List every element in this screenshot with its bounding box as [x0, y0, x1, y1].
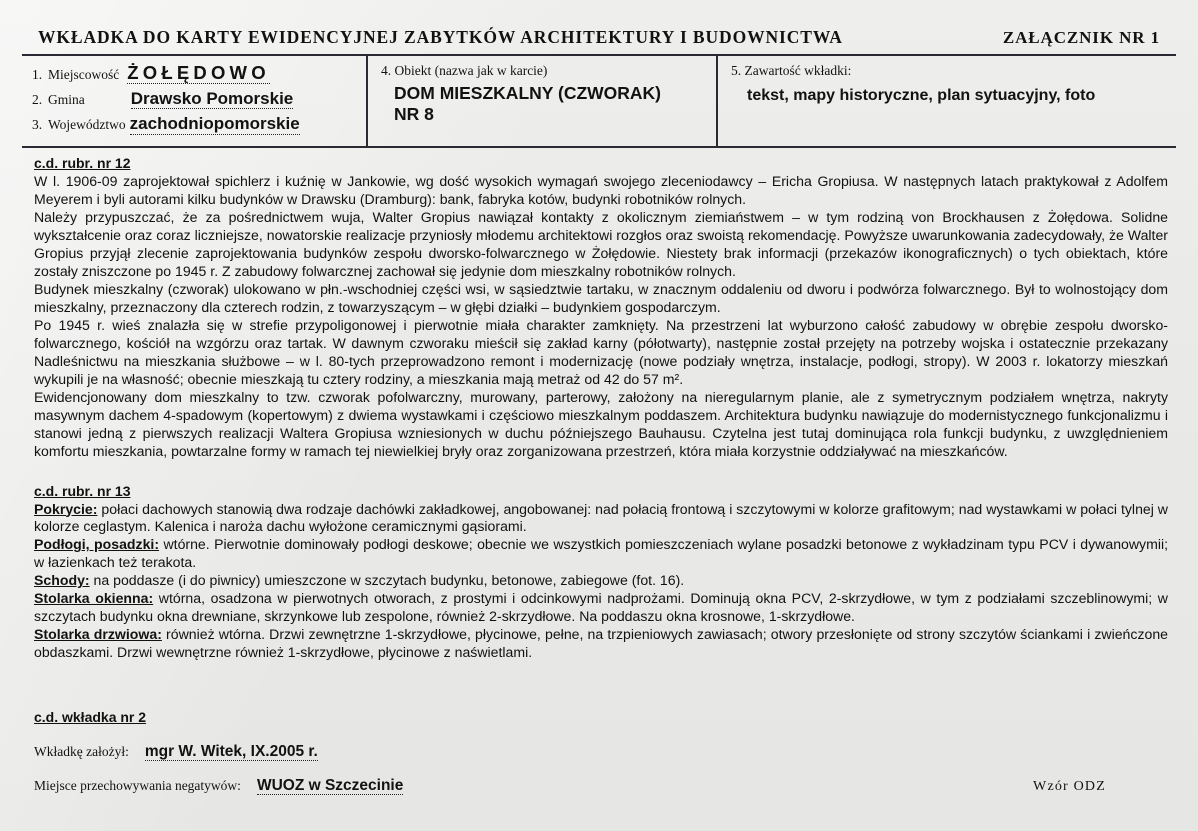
section-heading-rubr-12: c.d. rubr. nr 12 [34, 155, 131, 171]
field-number: 2. [32, 91, 43, 107]
field-value-gmina: Drawsko Pomorskie [130, 88, 294, 108]
paragraph-postwar-history: Po 1945 r. wieś znalazła się w strefie przypoligonowej i pierwotnie miała charakter zamknięty. Na przestrzeni lat wyburzono całość zabudowy w obrębie zespołu dworsko-folwarcznego, kościół na wzgórzu oraz tartak. W dawnym czworaku mieścił się zakład karny (półotwarty), następnie został przejęty na potrzeby wojska i ostatecznie przekazany Nadleśnictwu na mieszkania służbowe – w l. 80-tych przeprowadzono remont i modernizację (nowe podziały wnętrza, instalacje, podłogi, stropy). W 2003 r. lokatorzy mieszkań wykupili je na własność; obecnie mieszkają tu cztery rodziny, a mieszkania mają metraż od 42 do 57 m². [34, 316, 1168, 387]
document-title-row [22, 0, 1176, 54]
object-name-line-1: DOM MIESZKALNY (CZWORAK) [394, 83, 662, 103]
section-spacer [34, 461, 1168, 480]
entry-pokrycie [34, 501, 1168, 537]
field-number: 1. [32, 67, 43, 82]
entry-term-stolarka-drzwiowa: Stolarka drzwiowa: [34, 626, 162, 643]
entry-stolarka-drzwiowa [34, 626, 1168, 662]
paragraph-gropius-commission: Należy przypuszczać, że za pośrednictwem wuja, Walter Gropius nawiązał kontakty z okolicznym ziemiaństwem – w tym rodziną von Brockhausen z Żołędowa. Solidne wykształcenie oraz coraz liczniejsze, nowatorskie realizacje przyniosły młodemu architektowi rozgłos oraz swoistą rekomendację. Powyższe uwarunkowania zadecydowały, że Walter Gropius przyjął zlecenie zaprojektowania budynków zespołu dworsko-folwarcznego w Żołędowie. Niestety brak informacji (przekazów ikonograficznych) o tych obiektach, które zostały zniszczone po 1945 r. Z zabudowy folwarcznej zachował się jedynie dom mieszkalny robotników rolnych. [34, 208, 1168, 279]
footer-author-label: Wkładkę założył: [34, 744, 129, 760]
field-value-wojewodztwo: zachodniopomorskie [129, 114, 300, 134]
field-value-miejscowosc: ŻOŁĘDOWO [127, 62, 270, 83]
entry-text-pokrycie: połaci dachowych stanowią dwa rodzaje dachówki zakładkowej, angobowanej: nad połacią frontową i szczytowymi w kolorze grafitowym; nad wystawkami w połaci tylnej w kolorze ceglastym. Kalenica i naroża dachu wyłożone ceramicznymi gąsiorami. [34, 500, 1168, 535]
footer-negatives-label: Miejsce przechowywania negatywów: [34, 778, 241, 794]
entry-term-stolarka-okienna: Stolarka okienna: [34, 590, 154, 607]
entry-stolarka-okienna [34, 590, 1168, 626]
field-miejscowosc [32, 63, 358, 84]
header-cell-object [366, 56, 716, 146]
document-footer [22, 662, 1176, 795]
entry-term-pokrycie: Pokrycie: [34, 500, 98, 517]
field-gmina [32, 90, 358, 109]
field-label: Miejscowość [48, 67, 120, 82]
content-field-label: 5. Zawartość wkładki: [731, 63, 852, 78]
entry-term-podlogi-posadzki: Podłogi, posadzki: [34, 536, 160, 553]
field-label: Województwo [48, 117, 126, 133]
object-field-label: 4. Obiekt (nazwa jak w karcie) [381, 63, 548, 78]
footer-negatives-value: WUOZ w Szczecinie [256, 777, 404, 795]
section-heading-rubr-13: c.d. rubr. nr 13 [34, 482, 131, 499]
header-cell-location [22, 56, 366, 146]
entry-text-stolarka-okienna: wtórna, osadzona w pierwotnych otworach, z prostymi i odcinkowymi nadprożami. Dominują okna PCV, 2-skrzydłowe, w tym z podziałami szczeblinowymi; w szczytach budynku okna drewniane, skrzynkowe lub zespolone, również 2-skrzydłowe. Na poddaszu okna krosnowe, 1-skrzydłowe. [34, 590, 1168, 625]
annex-number: ZAŁĄCZNIK NR 1 [1002, 28, 1160, 47]
page-title: WKŁADKA DO KARTY EWIDENCYJNEJ ZABYTKÓW ARCHITEKTURY I BUDOWNICTWA [38, 27, 843, 47]
footer-spacer [34, 662, 1168, 706]
header-cell-content [716, 56, 1176, 146]
field-label: Gmina [48, 91, 85, 107]
content-field-value: tekst, mapy historyczne, plan sytuacyjny, foto [747, 87, 1096, 104]
entry-schody [34, 572, 1168, 590]
footer-author-row [34, 743, 1168, 761]
field-number: 3. [32, 117, 43, 133]
object-name-line-2: NR 8 [394, 104, 434, 125]
paragraph-architecture-description: Ewidencjonowany dom mieszkalny to tzw. czworak pofolwarczny, murowany, parterowy, założony na nieregularnym planie, ale z symetrycznym podziałem wnętrza, nakryty masywnym dachem 4-spadowym (kopertowym) z dwiema wystawkami i częściowo mieszkalnym poddaszem. Architektura budynku nawiązuje do modernistycznego funkcjonalizmu i stanowi jedną z pierwszych realizacji Waltera Gropiusa wzniesionych w duchu późniejszego Bauhausu. Czytelna jest tutaj dominująca rola funkcji budynku, z uwzględnieniem komfortu mieszkania, powtarzalne formy w ramach tej niewielkiej bryły oraz zorganizowana przestrzeń, która miała korzystnie oddziaływać na mieszkańców. [34, 388, 1168, 459]
continuation-note: c.d. wkładka nr 2 [34, 709, 147, 726]
field-wojewodztwo [32, 115, 358, 134]
footer-author-value: mgr W. Witek, IX.2005 r. [144, 743, 318, 761]
entry-text-schody: na poddasze (i do piwnicy) umieszczone w szczytach budynku, betonowe, zabiegowe (fot. 16). [89, 572, 685, 589]
entry-text-podlogi-posadzki: wtórne. Pierwotnie dominowały podłogi deskowe; obecnie we wszystkich pomieszczeniach wylane posadzki betonowe z wykładzinam typu PCV i dywanowymii; w łazienkach też terakota. [34, 536, 1169, 571]
entry-podlogi-posadzki [34, 536, 1168, 572]
entry-text-stolarka-drzwiowa: również wtórna. Drzwi zewnętrzne 1-skrzydłowe, płycinowe, pełne, na trzpieniowych zawiasach; otwory przesłonięte od strony szczytów ściankami i zwieńczone obdaszkami. Drzwi wewnętrzne również 1-skrzydłowe, płycinowe z naświetlami. [34, 626, 1169, 661]
paragraph-gropius-early-works: W l. 1906-09 zaprojektował spichlerz i kuźnię w Jankowie, wg dość wysokich wymagań swojego zleceniodawcy – Ericha Gropiusa. W następnych latach praktykował z Adolfem Meyerem i byli autorami kilku budynków w Drawsku (Dramburg): bank, fabryka kotów, budynki robotników rolnych. [34, 173, 1168, 207]
document-body [22, 148, 1176, 662]
entry-term-schody: Schody: [34, 572, 90, 589]
header-table [22, 54, 1176, 148]
form-code: Wzór ODZ [1033, 779, 1106, 795]
paragraph-building-location: Budynek mieszkalny (czworak) ulokowano w płn.-wschodniej części wsi, w sąsiedztwie tartaku, w znacznym oddaleniu od dworu i podwórza folwarcznego. Był to wolnostojący dom mieszkalny, przeznaczony dla czterech rodzin, z towarzyszącym – w głębi działki – budynkiem gospodarczym. [34, 280, 1168, 315]
